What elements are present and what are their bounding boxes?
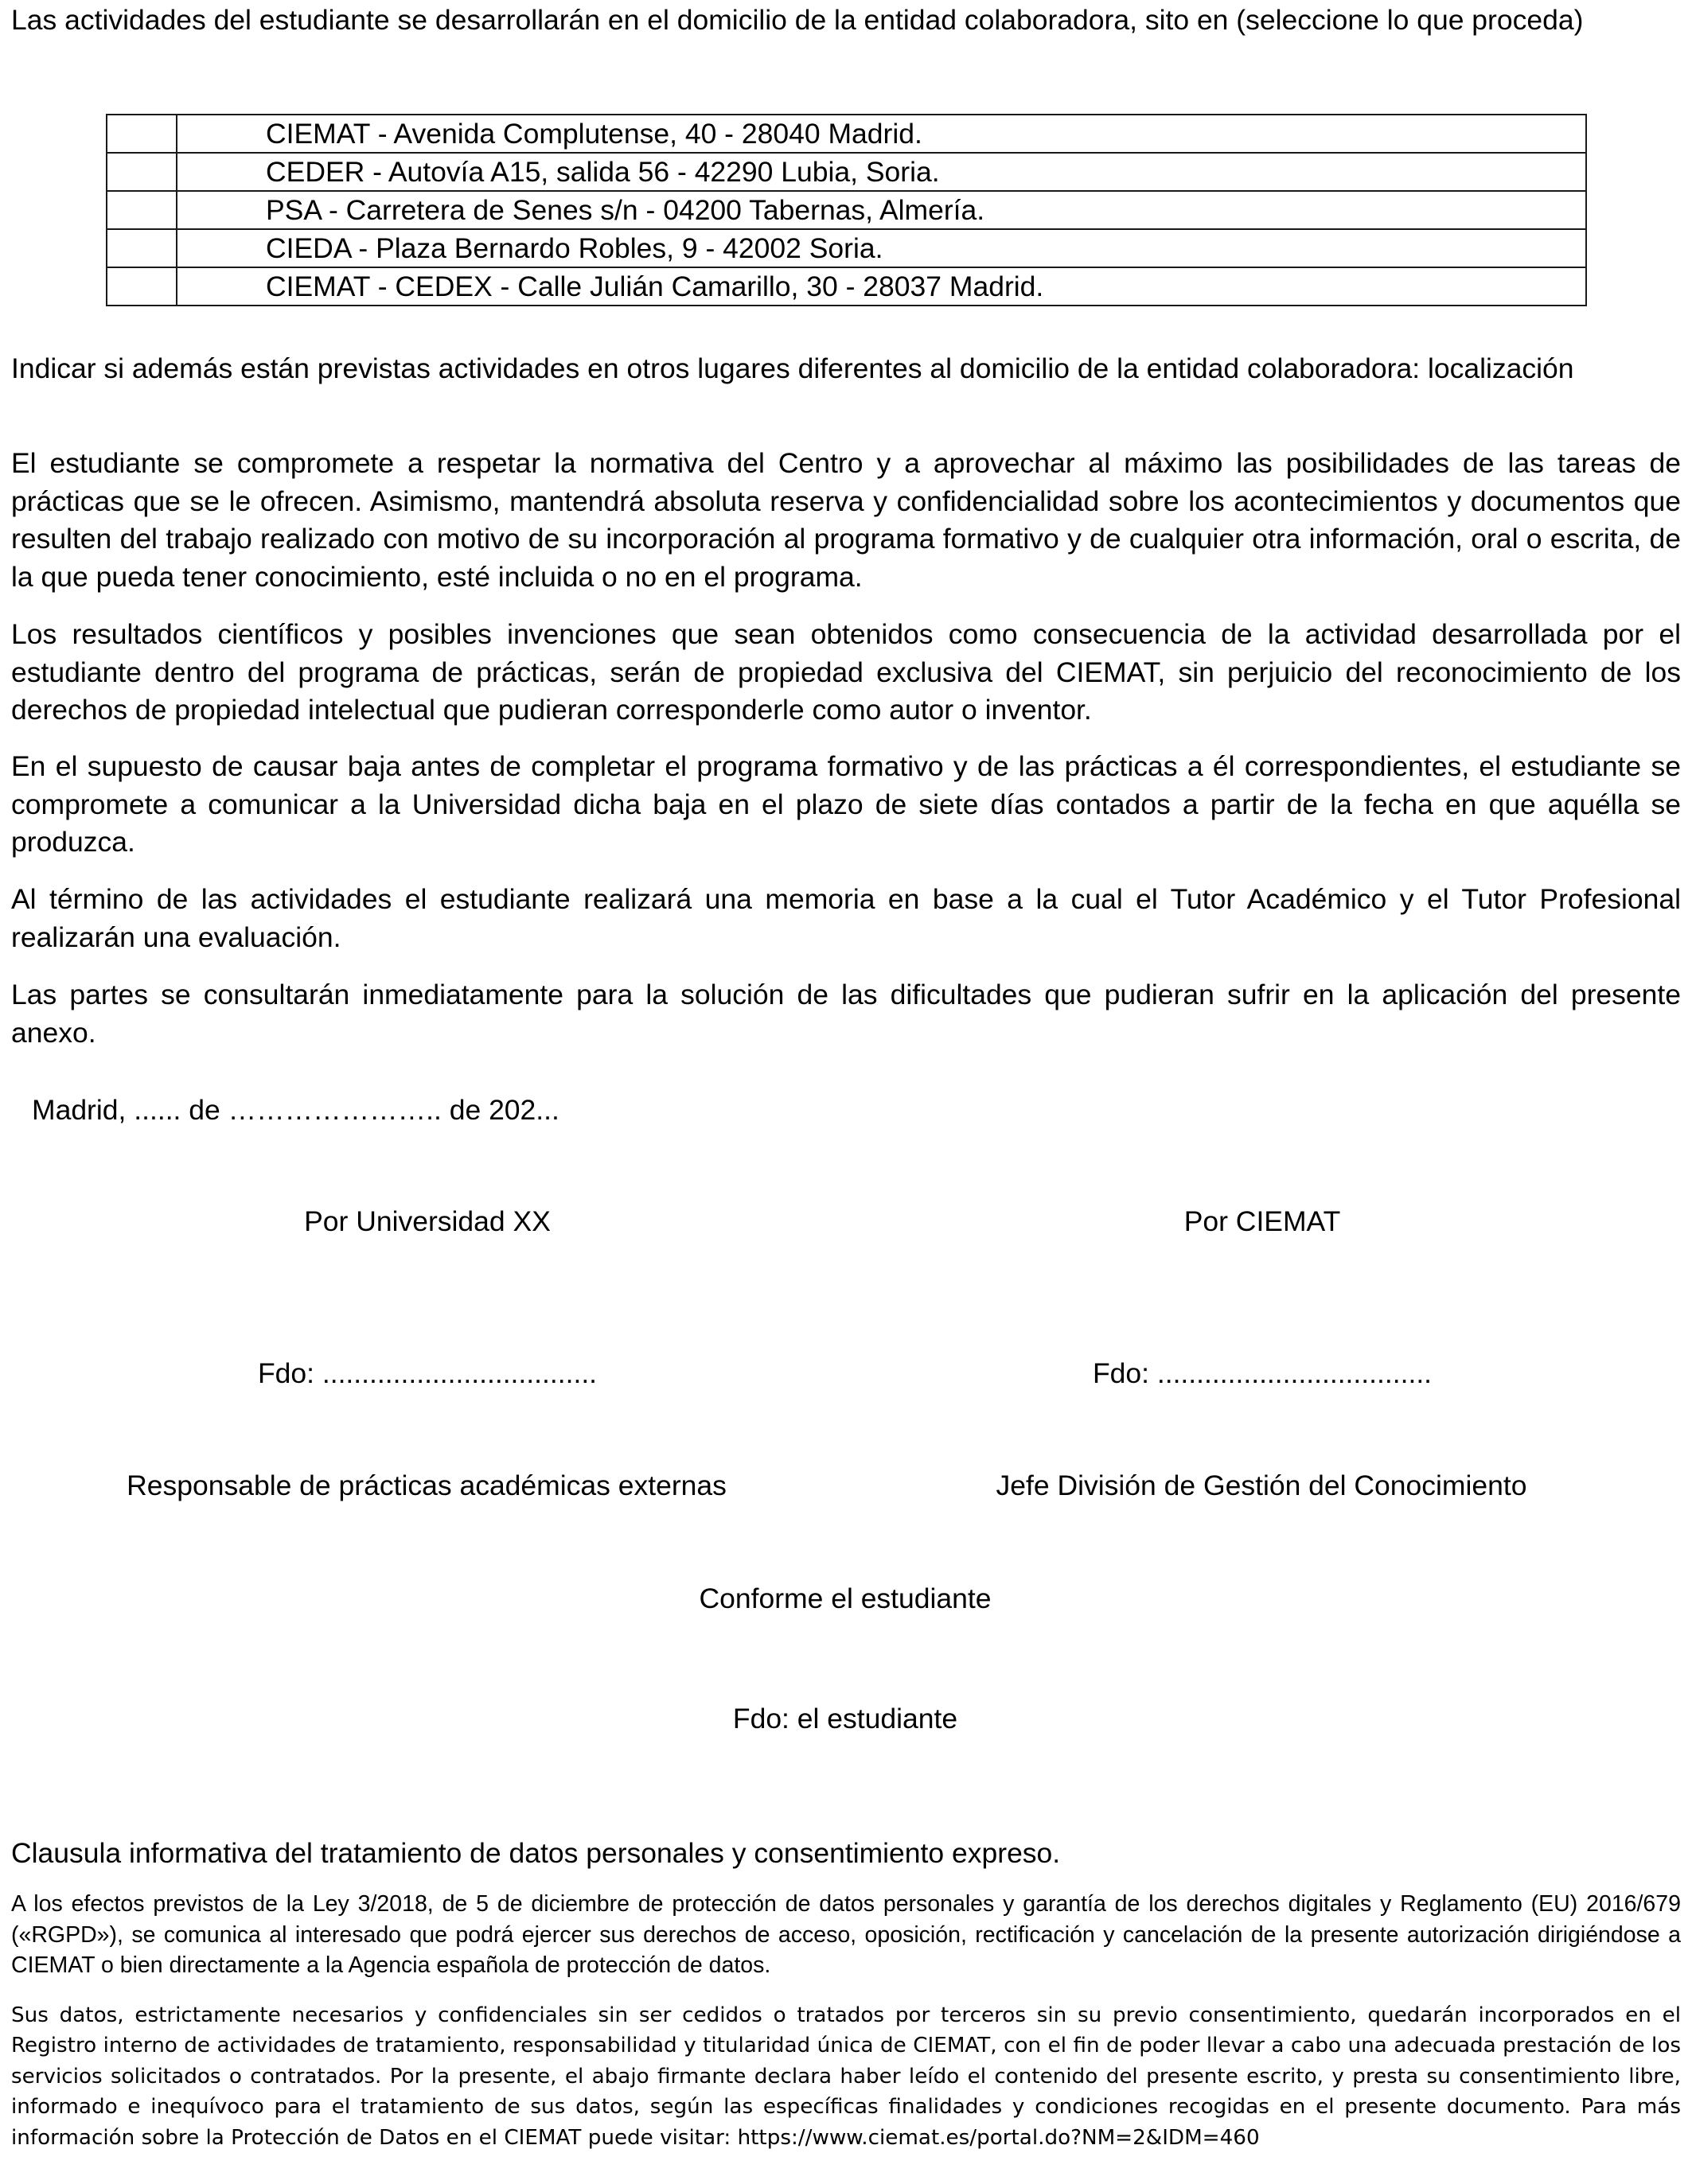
intro-paragraph: Las actividades del estudiante se desarrollarán en el domicilio de la entidad colaboradora, sito en (seleccione lo que proceda) [11, 4, 1584, 36]
evaluation-paragraph: Al término de las actividades el estudiante realizará una memoria en base a la cual el Tutor Académico y el Tutor Profesional realizarán una evaluación. [11, 883, 1681, 953]
site-selection-table [106, 114, 1587, 306]
signature-line-ciemat: Fdo: ................................... [1092, 1357, 1433, 1389]
table-row [107, 191, 1586, 229]
withdrawal-paragraph: En el supuesto de causar baja antes de completar el programa formativo y de las prácticas a él correspondientes, el estudiante se compromete a comunicar a la Universidad dicha baja en el plazo de siete días contados a partir de la fecha en que aquélla se produzca. [11, 750, 1681, 858]
other-locations-paragraph: Indicar si además están previstas actividades en otros lugares diferentes al domicilio de la entidad colaboradora: localización [11, 352, 1574, 384]
table-row [107, 229, 1586, 267]
site-checkbox-cell[interactable] [107, 229, 177, 267]
signatory-party-university: Por Universidad XX [304, 1205, 551, 1237]
site-address: CIEMAT - CEDEX - Calle Julián Camarillo, 30 - 28037 Madrid. [177, 267, 1586, 306]
privacy-clause-heading: Clausula informativa del tratamiento de datos personales y consentimiento expreso. [11, 1837, 1061, 1869]
site-checkbox-cell[interactable] [107, 191, 177, 229]
consultation-paragraph: Las partes se consultarán inmediatamente para la solución de las dificultades que pudieran sufrir en la aplicación del presente anexo. [11, 979, 1681, 1049]
privacy-rights-paragraph: A los efectos previstos de la Ley 3/2018, de 5 de diciembre de protección de datos personales y garantía de los derechos digitales y Reglamento (EU) 2016/679 («RGPD»), se comunica al interesado que podrá ejercer sus derechos de acceso, oposición, rectificación y cancelación de la presente autorización dirigiéndose a CIEMAT o bien directamente a la Agencia española de protección de datos. [11, 1891, 1681, 1978]
table-row [107, 267, 1586, 306]
signatory-party-ciemat: Por CIEMAT [1183, 1205, 1341, 1237]
commitment-paragraph: El estudiante se compromete a respetar la normativa del Centro y a aprovechar al máximo las posibilidades de las tareas de prácticas que se le ofrecen. Asimismo, mantendrá absoluta reserva y confidencialidad sobre los acontecimientos y documentos que resulten del trabajo realizado con motivo de su incorporación al programa formativo y de cualquier otra información, oral o escrita, de la que pueda tener conocimiento, esté incluida o no en el programa. [11, 447, 1681, 593]
site-checkbox-cell[interactable] [107, 267, 177, 306]
site-address: CIEMAT - Avenida Complutense, 40 - 28040 Madrid. [177, 115, 1586, 153]
site-address: CIEDA - Plaza Bernardo Robles, 9 - 42002 Soria. [177, 229, 1586, 267]
student-signature-line: Fdo: el estudiante [732, 1703, 958, 1734]
site-checkbox-cell[interactable] [107, 115, 177, 153]
results-ownership-paragraph: Los resultados científicos y posibles invenciones que sean obtenidos como consecuencia de la actividad desarrollada por el estudiante dentro del programa de prácticas, serán de propiedad exclusiva del CIEMAT, sin perjuicio del reconocimiento de los derechos de propiedad intelectual que pudieran corresponderle como autor o inventor. [11, 618, 1681, 726]
privacy-consent-paragraph: Sus datos, estrictamente necesarios y confidenciales sin ser cedidos o tratados por terceros sin su previo consentimiento, quedarán incorporados en el Registro interno de actividades de tratamiento, responsabilidad y titularidad única de CIEMAT, con el fin de poder llevar a cabo una adecuada prestación de los servicios solicitados o contratados. Por la presente, el abajo firmante declara haber leído el contenido del presente escrito, y presta su consentimiento libre, informado e inequívoco para el tratamiento de sus datos, según las específicas finalidades y condiciones recogidas en el presente documento. Para más información sobre la Protección de Datos en el CIEMAT puede visitar: https://www.ciemat.es/portal.do?NM=2&IDM=460 [11, 2003, 1681, 2150]
site-address: PSA - Carretera de Senes s/n - 04200 Tabernas, Almería. [177, 191, 1586, 229]
signatory-role-ciemat: Jefe División de Gestión del Conocimiento [996, 1470, 1527, 1501]
date-line: Madrid, ...... de ………………….. de 202... [32, 1094, 559, 1126]
table-row [107, 115, 1586, 153]
site-address: CEDER - Autovía A15, salida 56 - 42290 Lubia, Soria. [177, 153, 1586, 191]
signatory-role-university: Responsable de prácticas académicas externas [127, 1470, 727, 1501]
site-checkbox-cell[interactable] [107, 153, 177, 191]
student-consent-label: Conforme el estudiante [699, 1583, 992, 1614]
signature-line-university: Fdo: ................................... [257, 1357, 598, 1389]
table-row [107, 153, 1586, 191]
